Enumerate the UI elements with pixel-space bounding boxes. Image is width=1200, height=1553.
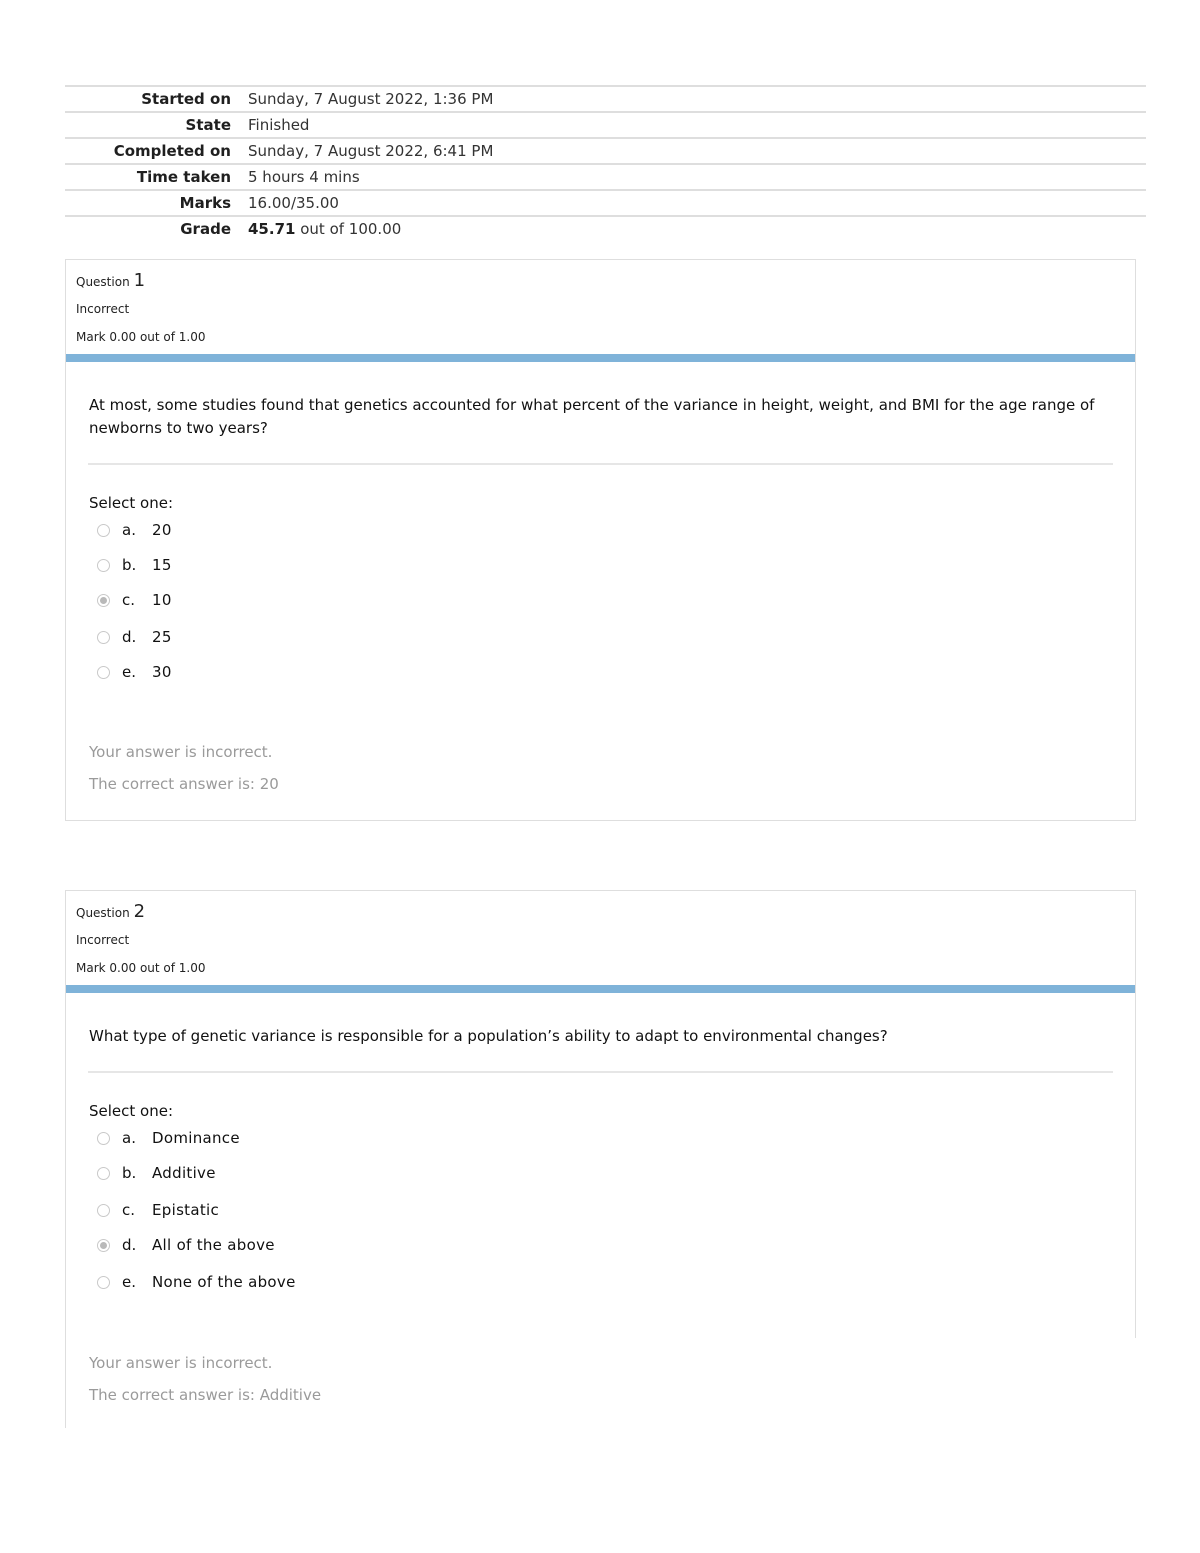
- feedback-text: Your answer is incorrect.: [89, 743, 273, 761]
- option-text: 15: [152, 556, 172, 574]
- summary-row-state: [65, 113, 1146, 139]
- content-divider: [88, 1071, 1113, 1073]
- option-text: 10: [152, 591, 172, 609]
- correct-answer-text: The correct answer is: 20: [89, 775, 279, 793]
- question-state: Incorrect: [76, 302, 130, 316]
- question-label: Question: [76, 275, 130, 289]
- grade-value: [248, 220, 401, 238]
- started-value: Sunday, 7 August 2022, 1:36 PM: [248, 90, 494, 108]
- question-label: Question: [76, 906, 130, 920]
- radio-button-selected[interactable]: [97, 594, 110, 607]
- state-value: Finished: [248, 116, 310, 134]
- radio-button[interactable]: [97, 666, 110, 679]
- option-c[interactable]: [97, 1200, 219, 1220]
- option-text: 25: [152, 628, 172, 646]
- option-letter: d.: [122, 1236, 137, 1254]
- grade-out-of: out of 100.00: [300, 220, 402, 238]
- question-1: [65, 259, 1136, 821]
- option-text: All of the above: [152, 1236, 275, 1254]
- question-num: 2: [133, 901, 146, 922]
- option-letter: b.: [122, 556, 137, 574]
- option-letter: e.: [122, 663, 136, 681]
- option-text: Dominance: [152, 1129, 240, 1147]
- option-text: None of the above: [152, 1273, 296, 1291]
- option-letter: c.: [122, 1201, 136, 1219]
- radio-button[interactable]: [97, 1276, 110, 1289]
- completed-label: Completed on: [113, 142, 231, 160]
- content-divider: [88, 463, 1113, 465]
- correct-answer-text: The correct answer is: Additive: [89, 1386, 322, 1404]
- marks-label: Marks: [179, 194, 231, 212]
- option-letter: a.: [122, 521, 136, 539]
- question-divider-bar: [65, 985, 1136, 993]
- select-prompt: Select one:: [89, 494, 174, 512]
- select-prompt: Select one:: [89, 1102, 174, 1120]
- state-label: State: [185, 116, 231, 134]
- summary-row-time: [65, 165, 1146, 191]
- option-e[interactable]: [97, 1272, 296, 1292]
- question-number: [76, 270, 145, 291]
- option-text: Additive: [152, 1164, 216, 1182]
- option-letter: b.: [122, 1164, 137, 1182]
- grade-score: 45.71: [248, 220, 296, 238]
- summary-row-started: [65, 87, 1146, 113]
- question-divider-bar: [65, 354, 1136, 362]
- option-d[interactable]: [97, 627, 172, 647]
- time-value: 5 hours 4 mins: [248, 168, 360, 186]
- radio-button[interactable]: [97, 1204, 110, 1217]
- option-text: 30: [152, 663, 172, 681]
- radio-button[interactable]: [97, 631, 110, 644]
- option-text: Epistatic: [152, 1201, 220, 1219]
- question-num: 1: [133, 270, 146, 291]
- option-c[interactable]: [97, 590, 172, 610]
- option-e[interactable]: [97, 662, 172, 682]
- question-info: [65, 890, 1136, 985]
- radio-button[interactable]: [97, 524, 110, 537]
- summary-row-completed: [65, 139, 1146, 165]
- radio-button[interactable]: [97, 1132, 110, 1145]
- option-text: 20: [152, 521, 172, 539]
- feedback-text: Your answer is incorrect.: [89, 1354, 273, 1372]
- summary-row-grade: [65, 217, 1146, 241]
- question-text: At most, some studies found that genetics accounted for what percent of the variance in height, weight, and BMI for the age range of newborns to two years?: [89, 396, 1095, 437]
- option-a[interactable]: [97, 1128, 240, 1148]
- option-a[interactable]: [97, 520, 172, 540]
- option-letter: e.: [122, 1273, 136, 1291]
- radio-button-selected[interactable]: [97, 1239, 110, 1252]
- question-mark: Mark 0.00 out of 1.00: [76, 330, 206, 344]
- question-content: [65, 993, 1136, 1338]
- option-b[interactable]: [97, 555, 172, 575]
- radio-button[interactable]: [97, 1167, 110, 1180]
- attempt-summary: [65, 85, 1146, 241]
- question-mark: Mark 0.00 out of 1.00: [76, 961, 206, 975]
- question-feedback: [65, 1338, 1136, 1428]
- option-d[interactable]: [97, 1235, 275, 1255]
- question-number: [76, 901, 145, 922]
- question-state: Incorrect: [76, 933, 130, 947]
- option-letter: a.: [122, 1129, 136, 1147]
- option-letter: d.: [122, 628, 137, 646]
- summary-row-marks: [65, 191, 1146, 217]
- question-2: [65, 890, 1136, 1428]
- completed-value: Sunday, 7 August 2022, 6:41 PM: [248, 142, 494, 160]
- question-info: [65, 259, 1136, 354]
- marks-value: 16.00/35.00: [248, 194, 339, 212]
- question-content: [65, 362, 1136, 725]
- time-label: Time taken: [136, 168, 231, 186]
- question-text: What type of genetic variance is responsible for a population’s ability to adapt to environmental changes?: [89, 1027, 888, 1045]
- option-b[interactable]: [97, 1163, 216, 1183]
- option-letter: c.: [122, 591, 136, 609]
- radio-button[interactable]: [97, 559, 110, 572]
- started-label: Started on: [141, 90, 231, 108]
- grade-label: Grade: [180, 220, 231, 238]
- question-feedback: [65, 725, 1136, 821]
